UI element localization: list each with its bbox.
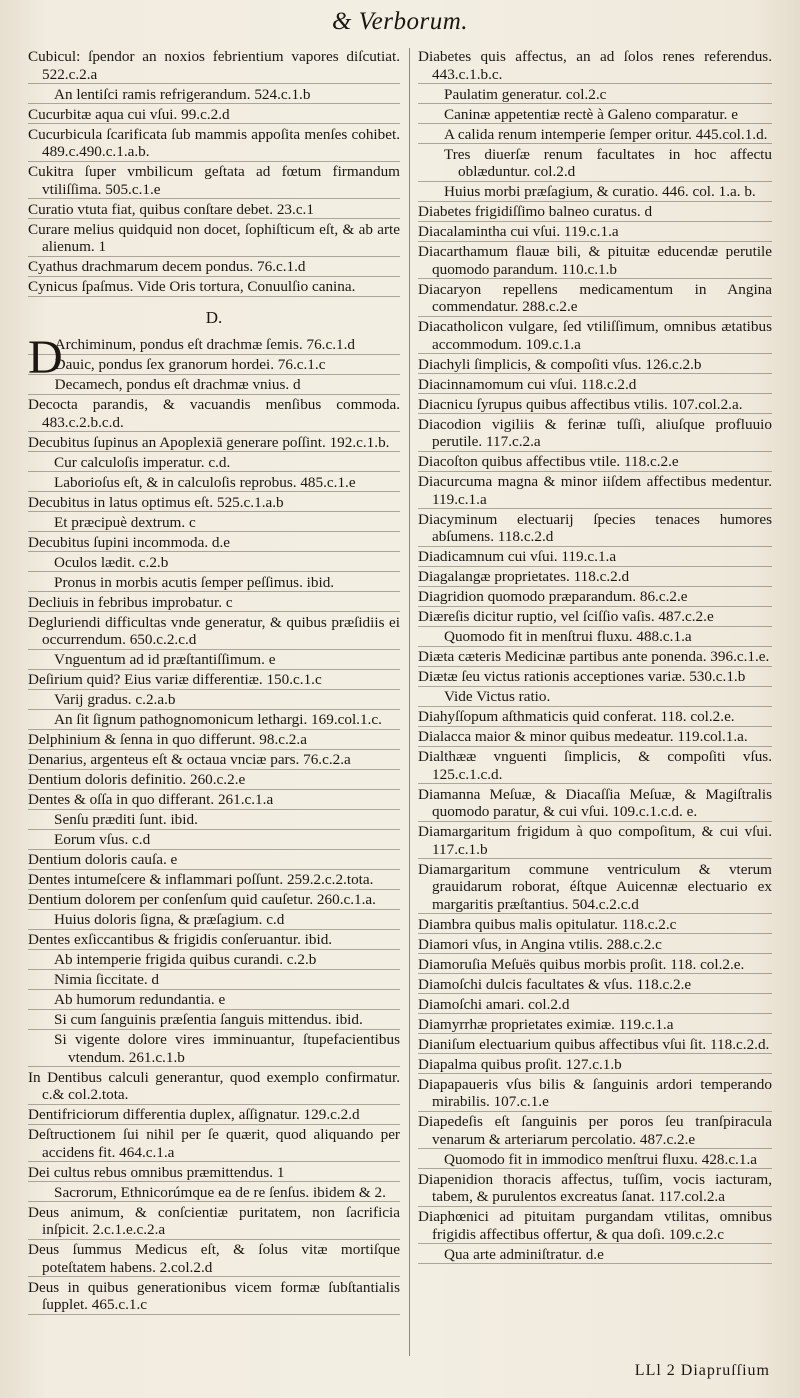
index-entry: Decocta parandis, & vacuandis menſibus commoda. 483.c.2.b.c.d. xyxy=(28,396,400,431)
index-entry: Diamanna Meſuæ, & Diacaſſia Meſuæ, & Magiſtralis quomodo paratur, & cui vſui. 109.c.1.c.d. e. xyxy=(418,785,772,820)
index-entry: Diacodion vigiliis & ferinæ tuſſi, aliuſque profluuio perutile. 117.c.2.a xyxy=(418,415,772,450)
index-entry: Dentium doloris definitio. 260.c.2.e xyxy=(28,771,400,790)
index-entry: Deus ſummus Medicus eſt, & ſolus vitæ mortiſque poteſtatem habens. 2.col.2.d xyxy=(28,1241,400,1276)
index-entry: Cynicus ſpaſmus. Vide Oris tortura, Conuulſio canina. xyxy=(28,278,400,297)
index-entry: Diapalma quibus proſit. 127.c.1.b xyxy=(418,1056,772,1075)
drop-cap-letter: D xyxy=(28,331,63,384)
index-entry: Diambra quibus malis opitulatur. 118.c.2.c xyxy=(418,916,772,935)
index-entry: Diæta cæteris Medicinæ partibus ante ponenda. 396.c.1.e. xyxy=(418,648,772,667)
index-entry: Decubitus ſupini incommoda. d.e xyxy=(28,534,400,553)
index-subentry: Tres diuerſæ renum facultates in hoc affectu oblæduntur. col.2.d xyxy=(418,146,772,182)
index-entry: Diahyſſopum aſthmaticis quid conferat. 118. col.2.e. xyxy=(418,708,772,727)
index-entry: Deſtructionem ſui nihil per ſe quærit, quod aliquando per accidens fit. 464.c.1.a xyxy=(28,1126,400,1161)
index-entry: Diapedeſis eſt ſanguinis per poros ſeu tranſpiracula venarum & arteriarum percolatio. 487.c.2.e xyxy=(418,1113,772,1148)
index-entry: Dialthææ vnguenti ſimplicis, & compoſiti vſus. 125.c.1.c.d. xyxy=(418,748,772,783)
index-entry: Diamyrrhæ proprietates eximiæ. 119.c.1.a xyxy=(418,1016,772,1035)
index-entry: Dentifriciorum differentia duplex, aſſignatur. 129.c.2.d xyxy=(28,1106,400,1125)
column-divider xyxy=(409,48,410,1356)
index-entry: Cucurbitæ aqua cui vſui. 99.c.2.d xyxy=(28,106,400,125)
index-subentry: Sacrorum, Ethnicorúmque ea de re ſenſus. ibidem & 2. xyxy=(28,1184,400,1203)
index-subentry: Si cum ſanguinis præſentia ſanguis mittendus. ibid. xyxy=(28,1011,400,1030)
right-column xyxy=(418,48,772,1266)
index-entry: Diamargaritum frigidum à quo compoſitum, & cui vſui. 117.c.1.b xyxy=(418,823,772,858)
index-subentry: An ſit ſignum pathognomonicum lethargi. 169.col.1.c. xyxy=(28,711,400,730)
index-entry: Diacalamintha cui vſui. 119.c.1.a xyxy=(418,223,772,242)
index-subentry: Vnguentum ad id præſtantiſſimum. e xyxy=(28,651,400,670)
index-entry: Diamargaritum commune ventriculum & vterum grauidarum roborat, éſtque Auicennæ electuario ex margaritis præſtantius. 504.c.2.c.d xyxy=(418,860,772,913)
index-subentry: Caninæ appetentiæ rectè à Galeno comparatur. e xyxy=(418,106,772,125)
index-subentry: Pronus in morbis acutis ſemper peſſimus. ibid. xyxy=(28,574,400,593)
index-entry: Diamoſchi dulcis facultates & vſus. 118.c.2.e xyxy=(418,976,772,995)
index-entry: Diacoſton quibus affectibus vtile. 118.c.2.e xyxy=(418,453,772,472)
index-entry: Diaphœnici ad pituitam purgandam vtilitas, omnibus frigidis affectibus offertur, & qua doſi. 109.c.2.c xyxy=(418,1208,772,1243)
index-entry: Diagridion quomodo præparandum. 86.c.2.e xyxy=(418,588,772,607)
section-letter: D. xyxy=(205,307,223,327)
index-entry: In Dentibus calculi generantur, quod exemplo confirmatur. c.& col.2.tota. xyxy=(28,1068,400,1103)
index-entry: Diabetes quis affectus, an ad ſolos renes referendus. 443.c.1.b.c. xyxy=(418,48,772,83)
index-entry: Diacarthamum flauæ bili, & pituitæ educendæ perutile quomodo parandum. 110.c.1.b xyxy=(418,243,772,278)
entry-text: Archiminum, pondus eſt drachmæ ſemis. 76.c.1.d xyxy=(54,336,356,353)
index-subentry: Ab intemperie frigida quibus curandi. c.2.b xyxy=(28,951,400,970)
index-entry: Diamoruſia Meſuës quibus morbis proſit. 118. col.2.e. xyxy=(418,956,772,975)
index-entry: Deus animum, & conſcientiæ puritatem, non ſacrificia inſpicit. 2.c.1.e.c.2.a xyxy=(28,1203,400,1238)
index-entry: Dentes & oſſa in quo differant. 261.c.1.a xyxy=(28,791,400,810)
index-entry: Diæreſis dicitur ruptio, vel ſciſſio vaſis. 487.c.2.e xyxy=(418,608,772,627)
index-subentry: Huius doloris ſigna, & præſagium. c.d xyxy=(28,911,400,930)
index-entry: Dentium doloris cauſa. e xyxy=(28,851,400,870)
index-subentry: Senſu præditi ſunt. ibid. xyxy=(28,811,400,830)
index-subentry: Quomodo fit in immodico menſtrui fluxu. 428.c.1.a xyxy=(418,1151,772,1170)
index-entry: Cyathus drachmarum decem pondus. 76.c.1.d xyxy=(28,258,400,277)
index-subentry: Qua arte adminiſtratur. d.e xyxy=(418,1246,772,1265)
index-entry: Diapapaueris vſus bilis & ſanguinis ardori temperando mirabilis. 107.c.1.e xyxy=(418,1075,772,1110)
index-entry: Deſirium quid? Eius variæ differentiæ. 150.c.1.c xyxy=(28,671,400,690)
index-subentry: An lentiſci ramis refrigerandum. 524.c.1.b xyxy=(28,86,400,105)
index-entry: Diachyli ſimplicis, & compoſiti vſus. 126.c.2.b xyxy=(418,356,772,375)
index-entry: Curatio vtuta fiat, quibus conſtare debet. 23.c.1 xyxy=(28,201,400,220)
index-entry: Diamoſchi amari. col.2.d xyxy=(418,996,772,1015)
index-subentry: Vide Victus ratio. xyxy=(418,688,772,707)
index-subentry: Et præcipuè dextrum. c xyxy=(28,514,400,533)
index-entry: Decubitus in latus optimus eſt. 525.c.1.a.b xyxy=(28,494,400,513)
index-entry: Diacaryon repellens medicamentum in Angina commendatur. 288.c.2.e xyxy=(418,280,772,315)
index-entry: Cubicul: ſpendor an noxios febrientium vapores diſcutiat. 522.c.2.a xyxy=(28,48,400,83)
index-entry: Dentes intumeſcere & inflammari poſſunt. 259.2.c.2.tota. xyxy=(28,871,400,890)
index-entry: Decamech, pondus eſt drachmæ vnius. d xyxy=(28,376,400,395)
index-subentry: Ab humorum redundantia. e xyxy=(28,991,400,1010)
index-entry: Diacyminum electuarij ſpecies tenaces humores abſumens. 118.c.2.d xyxy=(418,510,772,545)
index-entry: Curare melius quidquid non docet, ſophiſticum eſt, & ab arte alienum. 1 xyxy=(28,220,400,255)
index-entry: Diamori vſus, in Angina vtilis. 288.c.2.c xyxy=(418,936,772,955)
index-entry: Denarius, argenteus eſt & octaua vnciæ pars. 76.c.2.a xyxy=(28,751,400,770)
index-entry: Cucurbicula ſcarificata ſub mammis appoſita menſes cohibet. 489.c.490.c.1.a.b. xyxy=(28,125,400,160)
index-subentry: Varij gradus. c.2.a.b xyxy=(28,691,400,710)
index-entry: Decliuis in febribus improbatur. c xyxy=(28,594,400,613)
index-entry: Diabetes frigidiſſimo balneo curatus. d xyxy=(418,203,772,222)
index-entry: Diacnicu ſyrupus quibus affectibus vtilis. 107.col.2.a. xyxy=(418,396,772,415)
index-entry: Diagalangæ proprietates. 118.c.2.d xyxy=(418,568,772,587)
running-header: & Verborum. xyxy=(331,8,469,35)
page-footer: LLl 2 Diapruſſium xyxy=(634,1362,770,1379)
index-entry: Delphinium & ſenna in quo differunt. 98.c.2.a xyxy=(28,731,400,750)
index-subentry: Nimia ſiccitate. d xyxy=(28,971,400,990)
index-entry: Diætæ ſeu victus rationis acceptiones variæ. 530.c.1.b xyxy=(418,668,772,687)
index-entry: Deus in quibus generationibus vicem formæ ſubſtantialis ſupplet. 465.c.1.c xyxy=(28,1278,400,1313)
index-entry: Degluriendi difficultas vnde generatur, & quibus præſidiis ei occurrendum. 650.c.2.c.d xyxy=(28,613,400,648)
index-entry: Dauic, pondus ſex granorum hordei. 76.c.1.c xyxy=(28,356,400,375)
index-subentry: Cur calculoſis imperatur. c.d. xyxy=(28,454,400,473)
index-subentry: Eorum vſus. c.d xyxy=(28,831,400,850)
index-entry: Dentes exſiccantibus & frigidis conſeruantur. ibid. xyxy=(28,931,400,950)
index-entry: Dei cultus rebus omnibus præmittendus. 1 xyxy=(28,1164,400,1183)
index-entry: Dianiſum electuarium quibus affectibus vſui ſit. 118.c.2.d. xyxy=(418,1036,772,1055)
index-entry: Diapenidion thoracis affectus, tuſſim, vocis iacturam, tabem, & purulentos excreatus ſanat. 117.col.2.a xyxy=(418,1170,772,1205)
index-entry: Diacinnamomum cui vſui. 118.c.2.d xyxy=(418,376,772,395)
index-entry: Decubitus ſupinus an Apoplexiā generare poſſint. 192.c.1.b. xyxy=(28,434,400,453)
index-entry: Diacatholicon vulgare, ſed vtiliſſimum, omnibus ætatibus accommodum. 109.c.1.a xyxy=(418,318,772,353)
index-subentry: Oculos lædit. c.2.b xyxy=(28,554,400,573)
index-entry: Diacurcuma magna & minor iiſdem affectibus medentur. 119.c.1.a xyxy=(418,473,772,508)
index-entry: Diadicamnum cui vſui. 119.c.1.a xyxy=(418,548,772,567)
index-subentry: Si vigente dolore vires imminuantur, ſtupefacientibus vtendum. 261.c.1.b xyxy=(28,1031,400,1067)
index-subentry: Paulatim generatur. col.2.c xyxy=(418,86,772,105)
index-subentry: Quomodo fit in menſtrui fluxu. 488.c.1.a xyxy=(418,628,772,647)
index-entry: Cukitra ſuper vmbilicum geſtata ad fœtum firmandum vtiliſſima. 505.c.1.e xyxy=(28,163,400,198)
index-subentry: A calida renum intemperie ſemper oritur. 445.col.1.d. xyxy=(418,126,772,145)
index-subentry: Huius morbi præſagium, & curatio. 446. col. 1.a. b. xyxy=(418,183,772,202)
index-entry: Dentium dolorem per conſenſum quid cauſetur. 260.c.1.a. xyxy=(28,891,400,910)
left-column xyxy=(28,48,400,1316)
index-subentry: Laborioſus eſt, & in calculoſis reprobus. 485.c.1.e xyxy=(28,474,400,493)
index-entry: Dialacca maior & minor quibus medeatur. 119.col.1.a. xyxy=(418,728,772,747)
